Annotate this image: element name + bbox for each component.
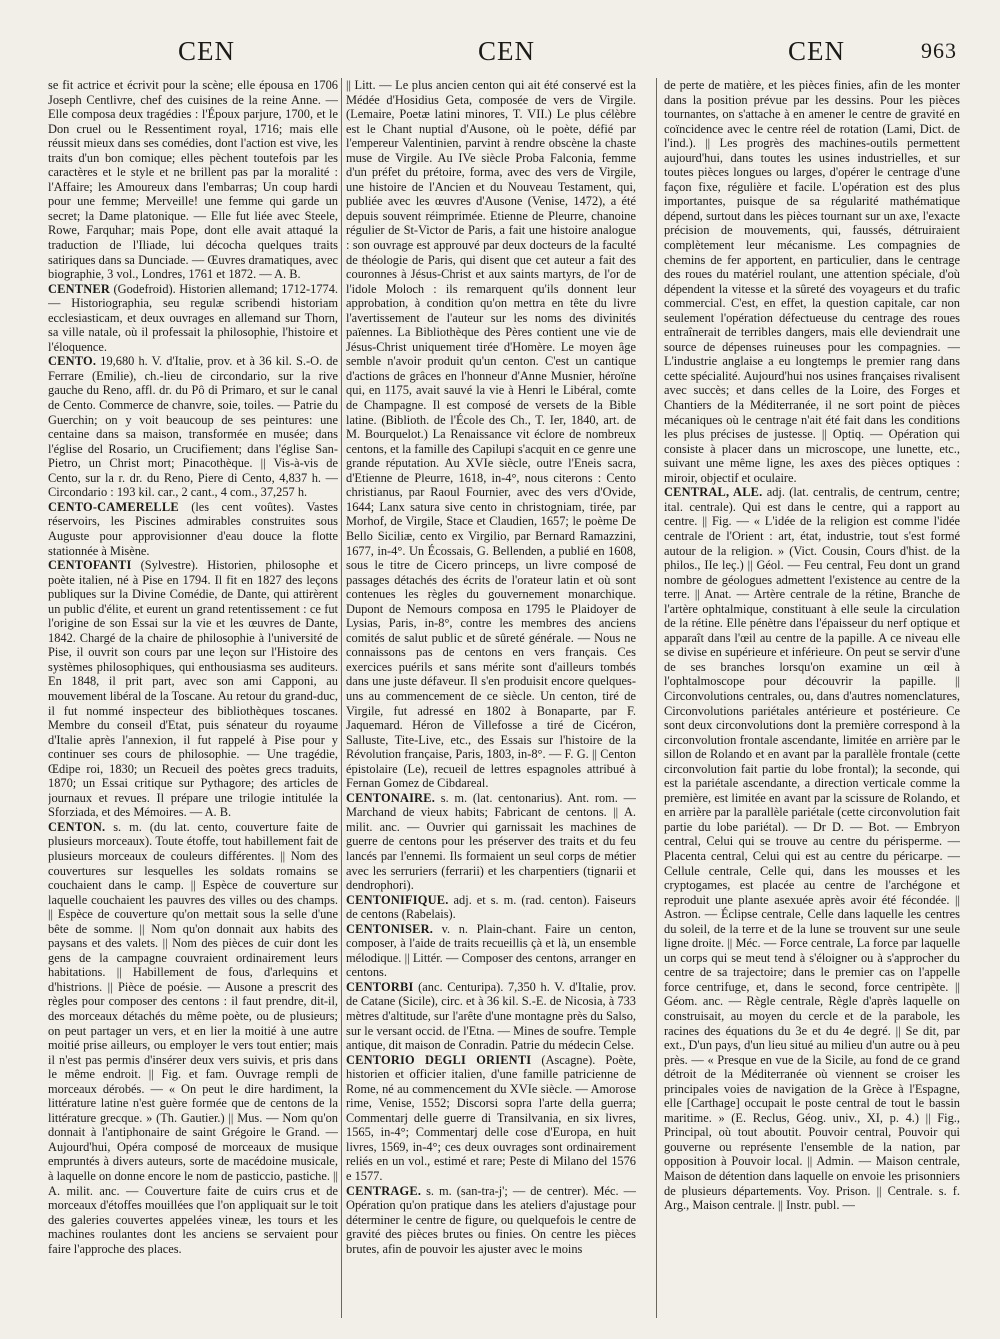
column-3 xyxy=(664,78,960,1334)
entry-text: s. m. (du lat. cento, couverture faite de plusieurs morceaux). Toute étoffe, tout habillement fait de plusieurs morceaux de couleurs différentes. || Nom des couvertures sur lesquelles les soldats romains se couchaient dans le camp. || Espèce de couverture sur laquelle couchaient les pauvres des villes ou des champs. || Espèce de couverture qu'on mettait sous la selle d'une bête de somme. || Nom qu'on donnait aux habits des paysans et des valets. || Nom des pièces de cuir dont les gens de la campagne couvraient ordinairement leurs habitations. || Habillement de fous, d'arlequins et d'histrions. || Pièce de poésie. — Ausone a prescrit des règles pour composer des centons : il faut prendre, dit-il, des morceaux détachés du même poète, ou de plusieurs; on peut partager un vers, et en lier la moitié à une autre moitié prise ailleurs, ou employer le vers tout entier; mais il n'est pas permis d'insérer deux vers suivis, et pris dans le même endroit. || Fig. et fam. Ouvrage rempli de morceaux dérobés. — « On peut le dire hardiment, la littérature latine n'est guère formée que de centons de la littérature grecque. » (Th. Gautier.) || Mus. — Nom qu'on donnait à l'antiphonaire de saint Grégoire le Grand. — Aujourd'hui, Opéra composé de morceaux de musique empruntés à divers auteurs, sorte de macédoine musicale, à laquelle on donne encore le nom de pasticcio, pastiche. || A. milit. anc. — Couverture faite de cuirs crus et de morceaux d'étoffes mouillées que l'on appliquait sur le toit des galeries couvertes appelées vineæ, les tours et les machines roulantes dont les anciens se servaient pour faire l'approche des places. xyxy=(48,819,338,1256)
column-2 xyxy=(346,78,636,1334)
entry-paragraph xyxy=(664,485,960,1212)
entry-headword: CENTONAIRE. xyxy=(346,790,436,805)
entry-paragraph xyxy=(346,78,636,791)
entry-text: adj. (lat. centralis, de centrum, centre; ital. centrale). Qui est dans le centre, qui a rapport au centre. || Fig. — « L'idée de la religion est comme l'idée centrale de l'Orient : art, état, industrie, tout s'est formé autour de la religion. » (Vict. Cousin, Cours d'hist. de la philos., IIe leç.) || Géol. — Feu central, Feu dont un grand nombre de géologues admettent l'existence au centre de la terre. || Anat. — Artère centrale de la rétine, Branche de l'artère ophtalmique, constituant à elle seule la circulation de la rétine. Elle pénètre dans l'épaisseur du nerf optique et apparaît dans l'œil au centre de la papille. A ce niveau elle se divise en supérieure et inférieure. On peut se servir d'une de ses branches lorsqu'on examine un œil à l'ophtalmoscope pour découvrir la papille. || Circonvolutions centrales, ou, dans d'autres nomenclatures, Circonvolutions pariétales antérieure et postérieure. Ce sont deux circonvolutions dont la première correspond à la circonvolution frontale ascendante, limitée en arrière par le sillon de Rolando et en avant par la parallèle frontale (cette circonvolution fait partie du lobe frontal); la seconde, qui est la pariétale ascendante, a direction verticale comme la première, est limitée en avant par la scissure de Rolando, et en arrière par la parallèle pariétale (cette circonvolution fait partie du lobe pariétal). — Dr D. — Bot. — Embryon central, Celui qui se trouve au centre du périsperme. — Placenta central, Celui qui est au centre du péricarpe. — Cellule centrale, Celle qui, dans les mousses et les cryptogames, est placée au centre de l'archégone et reproduit une plante asexuée après avoir été fécondée. || Astron. — Éclipse centrale, Celle dans laquelle les centres du soleil, de la terre et de la lune se trouvent sur une seule ligne droite. || Méc. — Force centrale, La force par laquelle un corps qui se meut tend à s'éloigner ou à s'approcher du centre de sa trajectoire; dans le premier cas on l'appelle force centrifuge, et, dans le second, force centripète. || Géom. anc. — Règle centrale, Règle d'après laquelle on construisait, au moyen du cercle et de la parabole, les racines des équations du 3e et du 4e degré. || Se dit, par ext., D'un pays, d'un lieu situé au milieu d'un autre ou à peu près. — « Presque en vue de la Sicile, au fond de ce grand détroit de la Méditerranée où viennent se croiser les principales voies de navigation de la Grèce à l'Espagne, elle [Carthage] occupait le poste central de tout le bassin maritime. » (E. Reclus, Géog. univ., XI, p. 4.) || Fig., Principal, où tout aboutit. Pouvoir central, Pouvoir qui gouverne ou représente l'ensemble de la nation, par opposition à Pouvoir local. || Admin. — Maison centrale, Maison de détention dans laquelle on envoie les prisonniers de plusieurs départements. Voy. Prison. || Centrale. s. f. Arg., Maison centrale. || Instr. publ. — xyxy=(664,485,960,1213)
entry-text: s. m. (san-tra-j'; — de centrer). Méc. — Opération qu'on pratique dans les ateliers d'ajustage pour déterminer le centre de figure, ou quelquefois le centre de gravité des pièces brutes ou finies. On centre les pièces brutes, afin de pouvoir les ajuster avec le moins xyxy=(346,1183,636,1256)
entry-text: (les cent voûtes). Vastes réservoirs, les Piscines admirables construites sous Auguste pour approvisionner d'eau douce la flotte stationnée à Misène. xyxy=(48,499,338,558)
entry-headword: CENTORBI xyxy=(346,979,414,994)
column-1 xyxy=(48,78,338,1334)
running-head-right: CEN xyxy=(788,36,845,66)
entry-headword: CENTONIFIQUE. xyxy=(346,892,449,907)
entry-paragraph xyxy=(48,78,338,282)
entry-text: v. n. Plain-chant. Faire un centon, composer, à l'aide de traits recueillis çà et là, un ensemble mélodique. || Littér. — Composer des centons, arranger en centons. xyxy=(346,921,636,980)
entry-paragraph xyxy=(346,1053,636,1184)
entry-text: || Litt. — Le plus ancien centon qui ait été conservé est la Médée d'Hosidius Geta, composée de vers de Virgile. (Lemaire, Poetæ latini minores, T. VII.) Le plus célèbre est le Chant nuptial d'Ausone, où le poète, défié par l'empereur Valentinien, parvint à rendre obscène la chaste muse de Virgile. Au IVe siècle Proba Falconia, femme d'un préfet du prétoire, forma, avec des vers de Virgile, une histoire de l'Ancien et du Nouveau Testament, qui, publiée avec les œuvres d'Ausone (Venise, 1472), a été depuis souvent réimprimée. Etienne de Pleurre, chanoine régulier de St-Victor de Paris, a fait une histoire analogue : son ouvrage est approuvé par deux docteurs de la faculté de théologie de Paris, qui disent que cet auteur a fait des couronnes à Jésus-Christ et aux saints martyrs, de l'or de l'idole Moloch : ils remarquent qu'ils donnent leur approbation, à condition qu'on mettra en tête du livre l'avertissement de l'auteur sur les noms des divinités païennes. La Bibliothèque des Pères contient une vie de Jésus-Christ uniquement tirée d'Homère. Le moyen âge semble n'avoir produit qu'un centon. C'est un cantique d'actions de grâces en l'honneur d'Anne Musnier, héroïne qui, en 1175, avait sauvé la vie à Henri le Libéral, comte de Champagne. Il est composé de versets de la Bible latine. (Biblioth. de l'École des Ch., T. Ier, 1840, art. de M. Bourquelot.) La Renaissance vit éclore de nombreux centons, et la famille des Capilupi s'acquit en ce genre une grande réputation. Au XVIe siècle, outre l'Eneis sacra, d'Etienne de Pleurre, 1618, in-4°, nous citerons : Cento christianus, par Raoul Fournier, avec des vers d'Ovide, 1644; Lanx satura sive cento in christogniam, tirée, par Morhof, de Virgile, Stace et Claudien, 1657; le poème De Bello Siciliæ, cento ex Virgilio, par Bernard Ramazzini, 1677, in-4°. Un Écossais, G. Bellenden, a publié en 1608, sous le titre de Cicero princeps, un livre composé de passages détachés des écrits de l'orateur latin et où sont contenues les règles du gouvernement monarchique. Dupont de Nemours composa en 1795 le Plaidoyer de Lysias, Paris, in-8°, contre les membres des anciens comités de salut public et de sûreté générale. — Nous ne connaissons pas de centons en vers français. Ces exercices puérils et sans mérite sont d'ailleurs tombés dans une juste défaveur. Il s'en produisit encore quelques-uns au commencement de ce siècle. Un centon, tiré de Virgile, fut adressé en 1802 à Bonaparte, par F. Jaquemard. Héron de Villefosse a tiré de Cicéron, Salluste, Tite-Live, etc., des Essais sur l'histoire de la Révolution française, Paris, 1803, in-8°. — F. G. || Centon épistolaire (Le), recueil de lettres espagnoles attribué à Fernan Gomez de Cibdareal. xyxy=(346,78,636,791)
entry-text: adj. et s. m. (rad. centon). Faiseurs de centons (Rabelais). xyxy=(346,892,636,922)
entry-headword: CENTRAGE. xyxy=(346,1183,422,1198)
entry-headword: CENTOFANTI xyxy=(48,558,132,573)
entry-headword: CENTO-CAMERELLE xyxy=(48,499,179,514)
entry-paragraph xyxy=(346,980,636,1053)
entry-paragraph xyxy=(48,282,338,355)
entry-text: se fit actrice et écrivit pour la scène; elle épousa en 1706 Joseph Centlivre, chef des cuisines de la reine Anne. — Elle composa deux tragédies : l'Époux parjure, 1700, et le Don cruel ou le Ressentiment royal, 1716; mais elle réussit mieux dans ses comédies, dont l'action est vive, les traits d'un bon comique; elles pèchent toutefois par les caractères et le style et ne brillent pas par la moralité : l'Affaire; les Amoureux dans l'embarras; Un coup hardi pour une femme; Merveille! une femme qui garde un secret; la Dame platonique. — Elle fut liée avec Steele, Rowe, Farquhar; mais Pope, dont elle avait attaqué la traduction de l'Iliade, lui décocha quelques traits satiriques dans sa Dunciade. — Œuvres dramatiques, avec biographie, 3 vol., Londres, 1761 et 1872. — A. B. xyxy=(48,78,338,282)
entry-headword: CENTORIO DEGLI ORIENTI xyxy=(346,1052,532,1067)
entry-text: (Godefroid). Historien allemand; 1712-1774. — Historiographia, seu regulæ scribendi historiam ecclesiasticam, et deux ouvrages en allemand sur Thorn, sa ville natale, où il professait la philosophie, l'histoire et l'éloquence. xyxy=(48,281,338,354)
entry-headword: CENTON. xyxy=(48,819,106,834)
entry-text: 19,680 h. V. d'Italie, prov. et à 36 kil. S.-O. de Ferrare (Emilie), ch.-lieu de circondario, sur la rive gauche du Reno, affl. dr. du Pô di Primaro, et sur le canal de Cento. Commerce de chanvre, soie, toiles. — Patrie du Guerchin; on y voit beaucoup de ses peintures: une centaine dans sa maison, transformée en musée; dans l'église del Rosario, un Crucifiement; dans l'église San-Pietro, un Christ mort; Pinacothèque. || Vis-à-vis de Cento, sur la r. dr. du Reno, Piere di Cento, 4,837 h. — Circondario : 193 kil. car., 2 cant., 4 com., 37,257 h. xyxy=(48,354,338,500)
column-rule-1 xyxy=(341,78,342,1318)
entry-text: s. m. (lat. centonarius). Ant. rom. — Marchand de vieux habits; Fabricant de centons. || A. milit. anc. — Ouvrier qui garnissait les machines de guerre de centons pour les préserver des traits et du feu lancés par l'ennemi. Ils formaient un seul corps de métier avec les serruriers (ferrarii) et les charpentiers (tignarii et dendrophori). xyxy=(346,790,636,893)
entry-text: (Sylvestre). Historien, philosophe et poète italien, né à Pise en 1794. Il fit en 1827 des leçons publiques sur la Divine Comédie, de Dante, qui attirèrent un public d'élite, et eurent un grand retentissement : ce fut l'origine de son Essai sur la vie et les œuvres de Dante, 1842. Chargé de la chaire de philosophie à l'université de Pise, il ouvrit son cours par une leçon sur l'Histoire des systèmes philosophiques, qui enthousiasma ses auditeurs. En 1848, il prit part, avec son ami Capponi, au mouvement libéral de la Toscane. Au retour du grand-duc, il fut nommé inspecteur des bibliothèques toscanes. Membre du conseil d'Etat, puis sénateur du royaume d'Italie après l'annexion, il fut rappelé à Pise pour y continuer ses cours de philosophie. — Une tragédie, Œdipe roi, 1830; un Recueil des poètes grecs traduits, 1870; un Essai critique sur Pythagore; des articles de journaux et revues. Il prépare une trilogie intitulée la Sforziada, et des Mémoires. — A. B. xyxy=(48,558,338,820)
entry-paragraph xyxy=(48,500,338,558)
running-head-center: CEN xyxy=(478,36,535,66)
entry-paragraph xyxy=(664,78,960,485)
entry-text: de perte de matière, et les pièces finies, afin de les monter dans la position prévue par les dessins. Pour les pièces tournantes, on s'attache à en amener le centre de gravité en coïncidence avec le centre réel de rotation (Lami, Dict. de l'ind.). || Les progrès des machines-outils permettent aujourd'hui, dans toutes les usines industrielles, et sur toutes pièces longues ou larges, d'opérer le centrage d'une façon fixe, régulière et facile. L'opération est des plus importantes, puisque de sa régularité mathématique dépend, surtout dans les pièces tournant sur un axe, l'exacte précision de mouvements, qui, faussés, détruiraient complètement leur mécanisme. Les compagnies de chemins de fer apportent, en particulier, dans le centrage des roues du matériel roulant, une attention spéciale, d'où dépendent la vitesse et la sûreté des voyageurs et du trafic commercial. C'est, en effet, la question capitale, car non seulement l'opération défectueuse du centrage des roues entraînerait de terribles dangers, mais elle deviendrait une source de dépenses ruineuses pour les compagnies. — L'industrie anglaise a eu longtemps le premier rang dans cette spécialité. Aujourd'hui nos usines françaises rivalisent avec succès; et dans celles de la Loire, des Forges et Chantiers de la Méditerranée, il ne sort point de pièces mécaniques où le centrage n'ait été fait dans les conditions les plus précises de justesse. || Optiq. — Opération qui consiste à placer dans un microscope, une lunette, etc., suivant une même ligne, les axes des pièces optiques : miroir, objectif et oculaire. xyxy=(664,78,960,485)
text-columns xyxy=(48,78,960,1334)
running-head-left: CEN xyxy=(178,36,235,66)
column-rule-2 xyxy=(656,78,657,1318)
entry-text: (anc. Centuripa). 7,350 h. V. d'Italie, prov. de Catane (Sicile), circ. et à 36 kil. S.-E. de Nicosia, à 733 mètres d'altitude, sur l'arête d'une montagne près du Salso, sur le versant occid. de l'Etna. — Mines de soufre. Temple antique, dit maison de Conradin. Patrie du médecin Celse. xyxy=(346,979,636,1053)
entry-paragraph xyxy=(48,820,338,1256)
entry-paragraph xyxy=(48,354,338,499)
entry-headword: CENTRAL, ALE. xyxy=(664,485,763,500)
entry-headword: CENTNER xyxy=(48,281,110,296)
entry-text: (Ascagne). Poète, historien et officier italien, d'une famille patricienne de Rome, né au commencement du XVIe siècle. — Amorose rime, Venise, 1552; Discorsi sopra l'arte della guerra; Commentarj delle guerre di Transilvania, en six livres, 1565, in-4°; Commentarj delle cose d'Europa, en huit livres, 1569, in-4°; ces deux ouvrages sont ordinairement reliés en un vol., estimé et rare; Peste di Milano del 1576 e 1577. xyxy=(346,1052,636,1184)
entry-paragraph xyxy=(346,922,636,980)
running-head xyxy=(0,36,1000,76)
page-number: 963 xyxy=(921,38,957,63)
entry-paragraph xyxy=(346,1184,636,1257)
entry-paragraph xyxy=(346,893,636,922)
entry-headword: CENTO. xyxy=(48,354,97,369)
entry-paragraph xyxy=(346,791,636,893)
entry-headword: CENTONISER. xyxy=(346,921,434,936)
entry-paragraph xyxy=(48,558,338,820)
